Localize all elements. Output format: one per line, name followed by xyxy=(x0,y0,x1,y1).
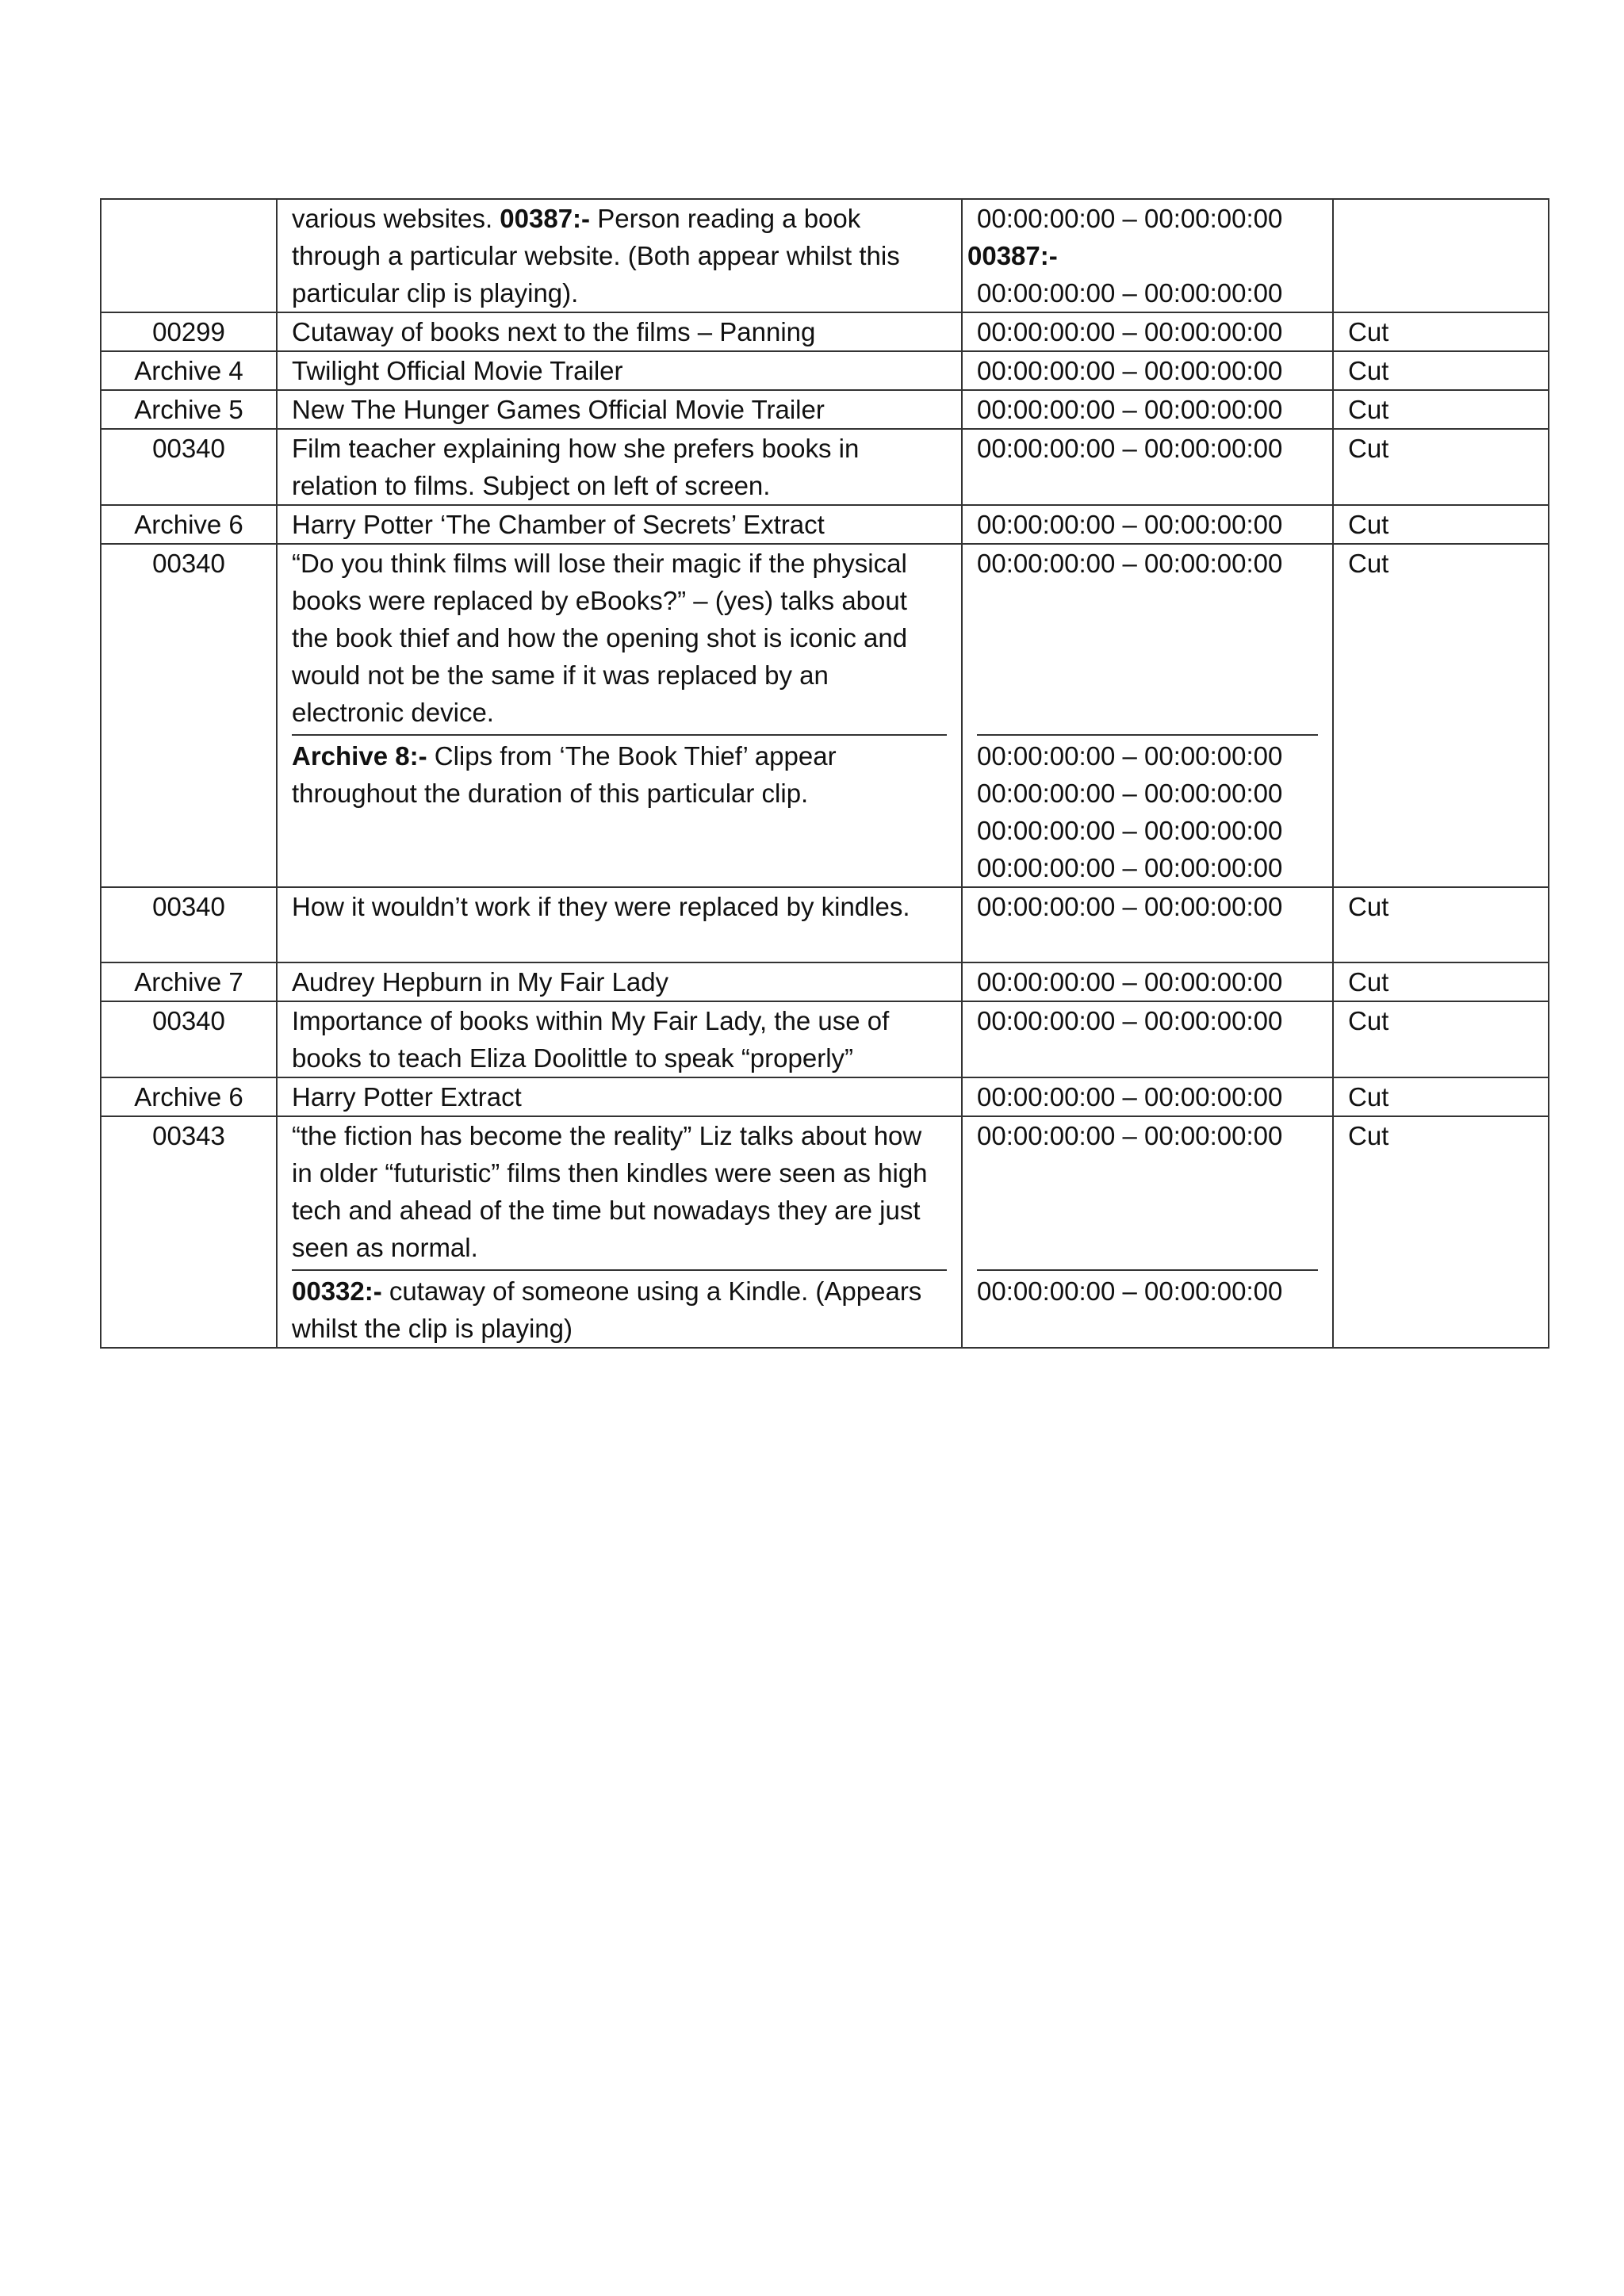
table-row xyxy=(101,1001,1549,1077)
table-row xyxy=(101,199,1549,312)
description-cell xyxy=(277,544,962,887)
clip-ref-bold: 00387:- xyxy=(967,241,1058,270)
description-cell: Audrey Hepburn in My Fair Lady xyxy=(277,962,962,1001)
clip-id-cell: 00343 xyxy=(101,1116,277,1348)
sub-entry xyxy=(292,734,947,812)
table-row xyxy=(101,351,1549,390)
table-row xyxy=(101,962,1549,1001)
description-cell: New The Hunger Games Official Movie Trailer xyxy=(277,390,962,429)
timecode: 00:00:00:00 – 00:00:00:00 xyxy=(977,816,1283,845)
clip-id-cell: 00340 xyxy=(101,887,277,962)
description-text: various websites. xyxy=(292,204,500,233)
action-cell xyxy=(1333,199,1549,312)
timecode: 00:00:00:00 – 00:00:00:00 xyxy=(977,1121,1283,1150)
description-text: Person reading a book through a particular website. (Both appear whilst this particular clip is playing). xyxy=(292,204,900,308)
action-cell: Cut xyxy=(1333,1116,1549,1348)
table-row xyxy=(101,390,1549,429)
table-row xyxy=(101,505,1549,544)
timecode-cell xyxy=(962,1116,1333,1348)
timecode-cell: 00:00:00:00 – 00:00:00:00 xyxy=(962,887,1333,962)
description-cell: How it wouldn’t work if they were replaced by kindles. xyxy=(277,887,962,962)
clip-id-cell: Archive 4 xyxy=(101,351,277,390)
timecode-cell: 00:00:00:00 – 00:00:00:00 xyxy=(962,1077,1333,1116)
timecode-cell: 00:00:00:00 – 00:00:00:00 xyxy=(962,390,1333,429)
action-cell: Cut xyxy=(1333,351,1549,390)
timecode-cell xyxy=(962,199,1333,312)
description-cell: Film teacher explaining how she prefers books in relation to films. Subject on left of screen. xyxy=(277,429,962,505)
sub-entry-timecodes xyxy=(977,734,1318,886)
table-row xyxy=(101,429,1549,505)
table-row xyxy=(101,1116,1549,1348)
action-cell: Cut xyxy=(1333,962,1549,1001)
description-cell: Harry Potter Extract xyxy=(277,1077,962,1116)
timecode: 00:00:00:00 – 00:00:00:00 xyxy=(977,278,1283,308)
description-cell xyxy=(277,1116,962,1348)
sub-entry-text: Clips from ‘The Book Thief’ appear throughout the duration of this particular clip. xyxy=(292,741,837,808)
action-cell: Cut xyxy=(1333,390,1549,429)
shot-log-table xyxy=(100,198,1549,1349)
timecode-cell: 00:00:00:00 – 00:00:00:00 xyxy=(962,429,1333,505)
sub-entry xyxy=(292,1269,947,1347)
timecode: 00:00:00:00 – 00:00:00:00 xyxy=(977,779,1283,808)
timecode: 00:00:00:00 – 00:00:00:00 xyxy=(977,204,1283,233)
description-text: “Do you think films will lose their magic if the physical books were replaced by eBooks?” – (yes) talks about the book thief and how the opening shot is iconic and would not be the same if it was replaced by an electronic device. xyxy=(292,549,908,727)
clip-id-cell: 00299 xyxy=(101,312,277,351)
clip-id-cell: Archive 7 xyxy=(101,962,277,1001)
action-cell: Cut xyxy=(1333,1077,1549,1116)
clip-ref-bold: 00332:- xyxy=(292,1276,382,1306)
clip-id-cell xyxy=(101,199,277,312)
table-row xyxy=(101,312,1549,351)
spacer xyxy=(977,582,1318,731)
timecode-cell xyxy=(962,544,1333,887)
timecode-cell: 00:00:00:00 – 00:00:00:00 xyxy=(962,1001,1333,1077)
timecode-cell: 00:00:00:00 – 00:00:00:00 xyxy=(962,351,1333,390)
spacer xyxy=(977,1154,1318,1266)
action-cell: Cut xyxy=(1333,505,1549,544)
sub-entry-timecodes xyxy=(977,1269,1318,1310)
description-cell: Twilight Official Movie Trailer xyxy=(277,351,962,390)
sub-entry-text: cutaway of someone using a Kindle. (Appears whilst the clip is playing) xyxy=(292,1276,922,1343)
description-cell: Cutaway of books next to the films – Panning xyxy=(277,312,962,351)
clip-id-cell: Archive 5 xyxy=(101,390,277,429)
action-cell: Cut xyxy=(1333,544,1549,887)
action-cell: Cut xyxy=(1333,1001,1549,1077)
clip-id-cell: Archive 6 xyxy=(101,505,277,544)
timecode-cell: 00:00:00:00 – 00:00:00:00 xyxy=(962,962,1333,1001)
description-cell: Importance of books within My Fair Lady, the use of books to teach Eliza Doolittle to speak “properly” xyxy=(277,1001,962,1077)
clip-id-cell: 00340 xyxy=(101,1001,277,1077)
timecode: 00:00:00:00 – 00:00:00:00 xyxy=(977,741,1283,771)
clip-id-cell: 00340 xyxy=(101,429,277,505)
table-row xyxy=(101,544,1549,887)
action-cell: Cut xyxy=(1333,887,1549,962)
timecode-cell: 00:00:00:00 – 00:00:00:00 xyxy=(962,312,1333,351)
action-cell: Cut xyxy=(1333,312,1549,351)
action-cell: Cut xyxy=(1333,429,1549,505)
clip-id-cell: Archive 6 xyxy=(101,1077,277,1116)
description-cell: Harry Potter ‘The Chamber of Secrets’ Extract xyxy=(277,505,962,544)
table-row xyxy=(101,887,1549,962)
table-row xyxy=(101,1077,1549,1116)
clip-ref-bold: Archive 8:- xyxy=(292,741,427,771)
timecode-cell: 00:00:00:00 – 00:00:00:00 xyxy=(962,505,1333,544)
timecode: 00:00:00:00 – 00:00:00:00 xyxy=(977,853,1283,882)
timecode: 00:00:00:00 – 00:00:00:00 xyxy=(977,1276,1283,1306)
timecode: 00:00:00:00 – 00:00:00:00 xyxy=(977,549,1283,578)
description-cell xyxy=(277,199,962,312)
clip-ref-bold: 00387:- xyxy=(500,204,591,233)
description-text: “the fiction has become the reality” Liz talks about how in older “futuristic” films then kindles were seen as high tech and ahead of the time but nowadays they are just seen as normal. xyxy=(292,1121,928,1262)
clip-id-cell: 00340 xyxy=(101,544,277,887)
